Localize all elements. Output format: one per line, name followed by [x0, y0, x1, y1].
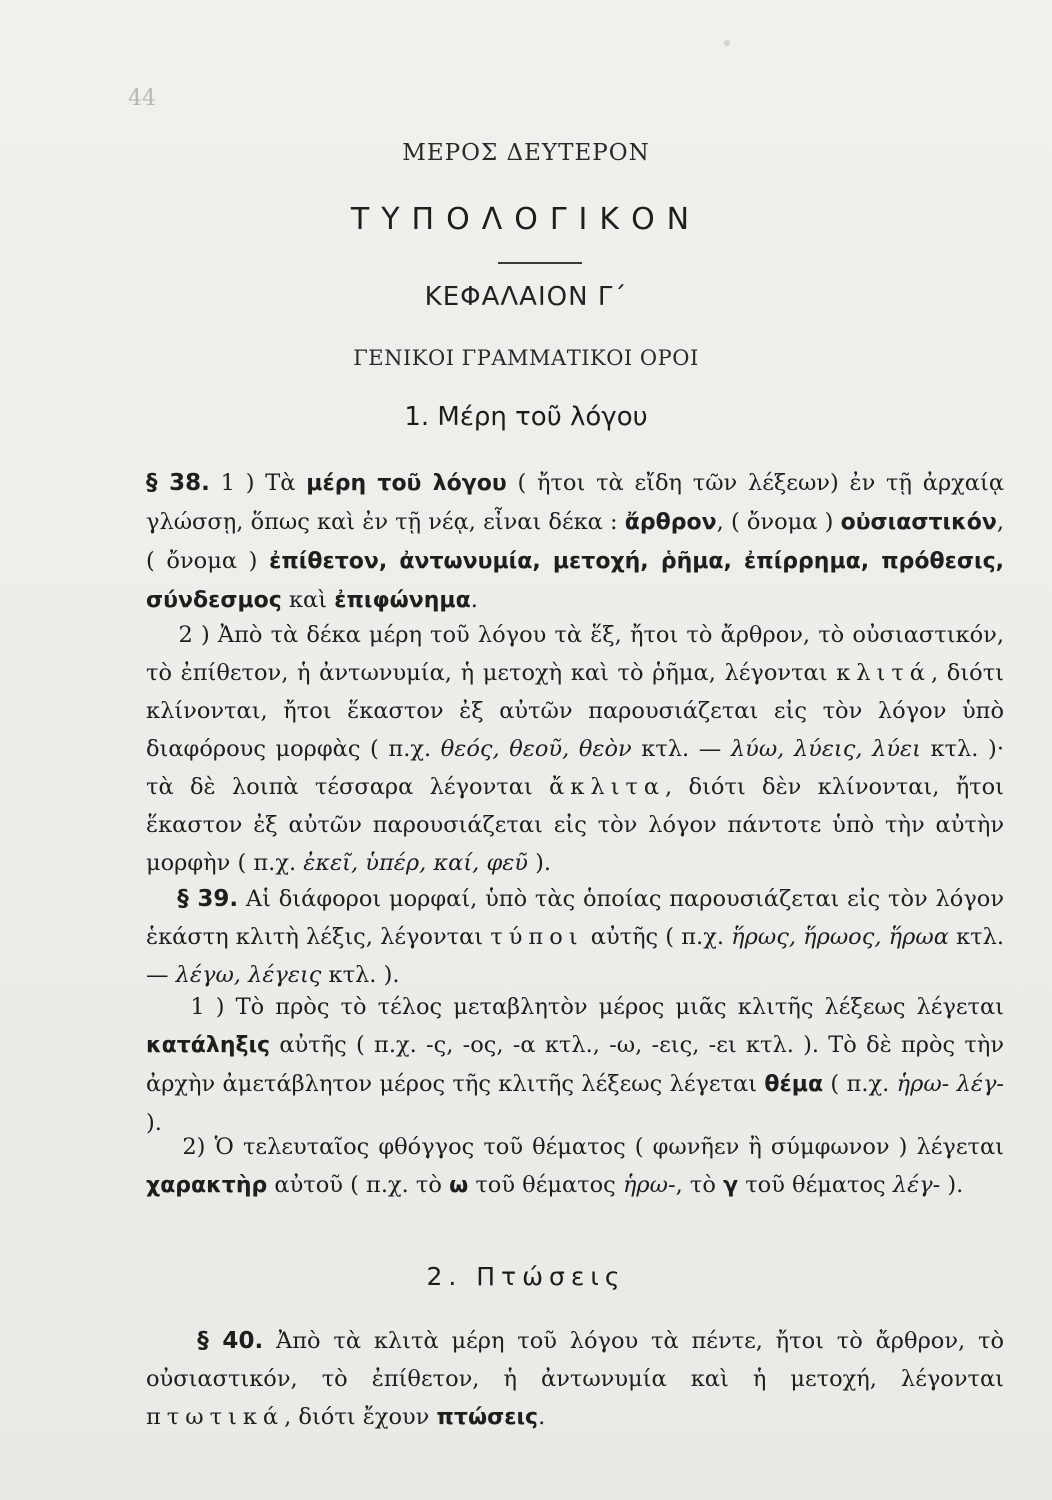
italic-example: ἡρω-	[622, 1172, 676, 1198]
text: 1 ) Τὰ	[220, 470, 296, 496]
paragraph-39-2	[146, 1128, 1004, 1205]
subheading-parts-of-speech: 1. Μέρη τοῦ λόγου	[404, 402, 648, 432]
text: , ( ὄνομα )	[146, 509, 1005, 574]
spaced-term: ἄκλιτα	[549, 774, 666, 800]
bold-term: ἄρθρον	[624, 510, 717, 535]
text: Αἱ διάφοροι μορφαί, ὑπὸ τὰς ὁποίας παρουσιάζεται εἰς τὸν λόγον ἑκάστη κλιτὴ λέξις, λέγονται	[146, 886, 1004, 950]
text: , διότι ἔχουν	[284, 1404, 437, 1430]
text: ).	[527, 850, 552, 876]
text: ( ἤτοι τὰ εἴδη τῶν λέξεων) ἐν τῇ ἀρχαίᾳ γλώσσῃ, ὅπως καὶ ἐν τῇ νέᾳ, εἶναι δέκα :	[146, 470, 1005, 535]
bold-term: γ	[723, 1173, 739, 1198]
text: , τὸ	[675, 1172, 724, 1198]
title-divider	[498, 262, 582, 264]
scan-speck	[724, 40, 730, 46]
bold-term: ω	[449, 1173, 469, 1198]
text: 1 ) Τὸ πρὸς τὸ τέλος μεταβλητὸν μέρος μιᾶς κλιτῆς λέξεως λέγεται	[190, 994, 1005, 1020]
italic-example: λέγω, λέγεις	[175, 962, 322, 988]
section-number: § 38.	[146, 470, 210, 496]
paragraph-39	[146, 880, 1004, 994]
chapter-title: ΚΕΦΑΛΑΙΟΝ Γ΄	[424, 282, 628, 312]
text: τοῦ θέματος	[468, 1172, 623, 1198]
text: , διότι δὲν κλίνονται, ἤτοι ἕκαστον ἐξ αὐτῶν παρουσιάζεται εἰς τὸν λόγον πάντοτε ὑπὸ τὴν αὐτὴν μορφὴν ( π.χ.	[146, 774, 1004, 876]
bold-term: θέμα	[764, 1072, 824, 1097]
bold-term: κατάληξις	[146, 1033, 271, 1058]
text: , ( ὄνομα )	[716, 509, 841, 535]
text: κτλ. ).	[321, 962, 400, 988]
spaced-term: πτωτικά	[146, 1404, 285, 1430]
text: αὐτῆς ( π.χ.	[583, 924, 732, 950]
part-title: ΜΕΡΟΣ ΔΕΥΤΕΡΟΝ	[402, 140, 650, 166]
text: κτλ. —	[146, 924, 1004, 988]
section-number: § 39.	[177, 886, 239, 912]
section-number: § 40.	[197, 1328, 264, 1354]
section-heading: ΓΕΝΙΚΟΙ ΓΡΑΜΜΑΤΙΚΟΙ ΟΡΟΙ	[353, 346, 699, 370]
paragraph-38-2	[146, 616, 1004, 882]
italic-example: ἐκεῖ, ὑπέρ, καί, φεῦ	[303, 850, 528, 876]
paragraph-38-1	[146, 464, 1004, 620]
text: κτλ. )· τὰ δὲ λοιπὰ τέσσαρα λέγονται	[146, 736, 1004, 800]
bold-term: χαρακτὴρ	[146, 1173, 268, 1198]
italic-example: ἥρως, ἥρωος, ἥρωα	[731, 924, 949, 950]
bold-term: ἐπιφώνημα	[334, 588, 471, 613]
text: ).	[146, 1110, 162, 1136]
bold-term: μέρη τοῦ λόγου	[306, 471, 507, 496]
subheading-cases: 2. Πτώσεις	[426, 1262, 626, 1291]
text: κτλ. —	[631, 736, 731, 762]
text: αὐτοῦ ( π.χ. τὸ	[267, 1172, 450, 1198]
page-number: 44	[128, 86, 156, 111]
spaced-term: τύποι	[490, 924, 584, 950]
bold-term: πτώσεις	[436, 1405, 539, 1430]
italic-example: θεός, θεοῦ, θεὸν	[440, 736, 632, 762]
text: τοῦ θέματος	[738, 1172, 893, 1198]
italic-example: λέγ-	[892, 1172, 941, 1198]
spaced-term: κλιτά	[836, 660, 931, 686]
bold-term: ἐπίθετον, ἀντωνυμία, μετοχή, ῥῆμα, ἐπίρρημα, πρόθεσις, σύνδεσμος	[146, 549, 1004, 613]
text: .	[470, 587, 478, 613]
text: .	[538, 1404, 546, 1430]
text: καὶ	[281, 587, 335, 613]
text: αὐτῆς ( π.χ. -ς, -ος, -α κτλ., -ω, -εις, -ει κτλ. ). Τὸ δὲ πρὸς τὴν ἀρχὴν ἀμετάβλητον μέρος τῆς κλιτῆς λέξεως λέγεται	[146, 1032, 1004, 1097]
text: , διότι κλίνονται, ἤτοι ἕκαστον ἐξ αὐτῶν παρουσιάζεται εἰς τὸν λόγον ὑπὸ διαφόρους μορφὰς ( π.χ.	[146, 660, 1004, 762]
text: Ἀπὸ τὰ κλιτὰ μέρη τοῦ λόγου τὰ πέντε, ἤτοι τὸ ἄρθρον, τὸ οὐσιαστικόν, τὸ ἐπίθετον, ἡ ἀντωνυμία καὶ ἡ μετοχή, λέγονται	[146, 1328, 1004, 1392]
text: 2 ) Ἀπὸ τὰ δέκα μέρη τοῦ λόγου τὰ ἕξ, ἤτοι τὸ ἄρθρον, τὸ οὐσιαστικόν, τὸ ἐπίθετον, ἡ ἀντωνυμία, ἡ μετοχὴ καὶ τὸ ῥῆμα, λέγονται	[146, 622, 1004, 686]
italic-example: λύω, λύεις, λύει	[730, 736, 921, 762]
text: ( π.χ.	[823, 1071, 897, 1097]
book-title: ΤΥΠΟΛΟΓΙΚΟΝ	[350, 202, 702, 237]
paragraph-39-1	[146, 988, 1004, 1142]
paragraph-40	[146, 1322, 1004, 1437]
text: 2) Ὁ τελευταῖος φθόγγος τοῦ θέματος ( φωνῆεν ἢ σύμφωνον ) λέγεται	[182, 1134, 1005, 1160]
bold-term: οὐσιαστικόν	[840, 510, 997, 535]
text: ).	[940, 1172, 964, 1198]
italic-example: ἡρω- λέγ-	[896, 1071, 1004, 1097]
